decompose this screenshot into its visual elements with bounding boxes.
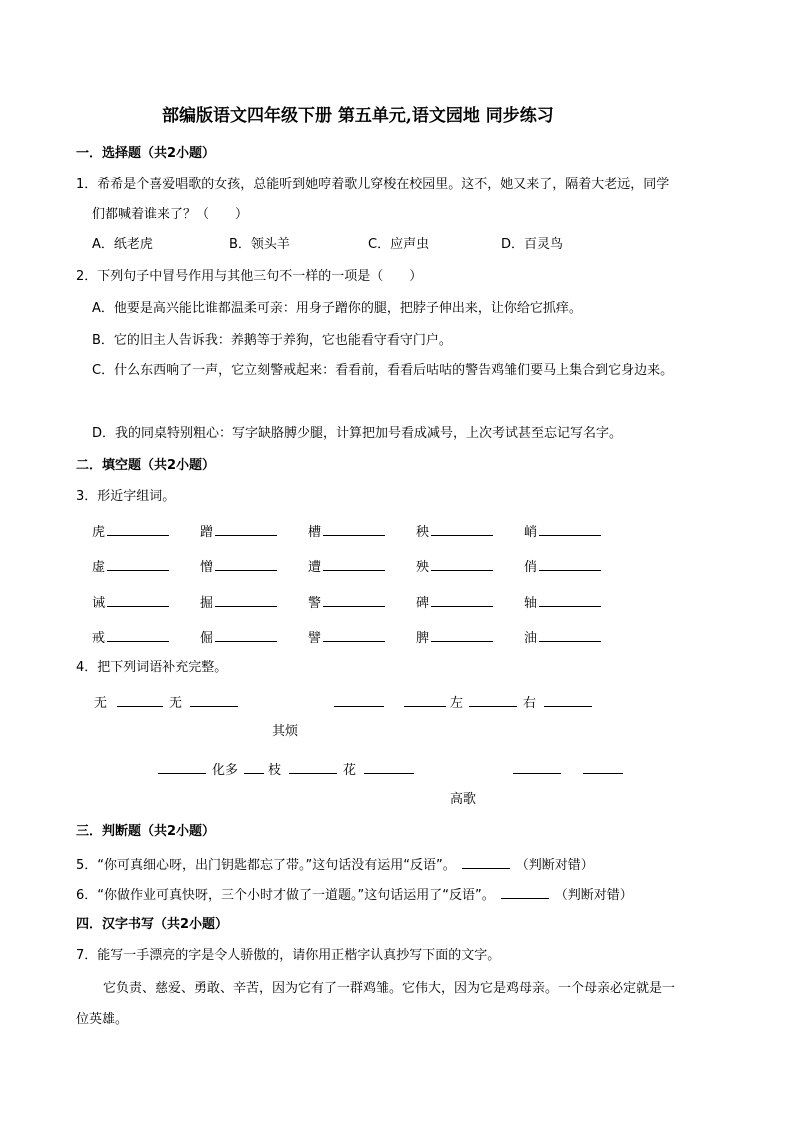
q3-char: 殃 [416,560,430,575]
q3-blank[interactable] [215,594,277,607]
q3-row-2 [92,558,632,574]
q3-row-3 [92,594,632,610]
q3-char: 碑 [416,596,430,611]
q2-option-b: B．它的旧主人告诉我：养鹅等于养狗，它也能看守看守门户。 [92,333,452,348]
q3-blank[interactable] [539,629,601,642]
q4-idiom-hua [158,761,414,777]
q4-char-you: 右 [523,696,537,711]
q3-cell [308,523,416,539]
q4-stem: 4．把下列词语补充完整。 [76,660,228,675]
q3-blank[interactable] [323,594,385,607]
q3-char: 憎 [200,560,214,575]
q3-char: 槽 [308,525,322,540]
q3-char: 轴 [524,596,538,611]
q3-blank[interactable] [431,594,493,607]
q3-cell [200,558,308,574]
q3-blank[interactable] [215,629,277,642]
q3-cell [200,629,308,645]
q4-char-hua: 花 [343,763,357,778]
q2-stem: 2．下列句子中冒号作用与其他三句不一样的一项是（ ） [76,269,423,284]
q3-cell [92,594,200,610]
q4-blank[interactable] [469,694,517,707]
q4-blank[interactable] [244,761,264,774]
q1-option-a: A．纸老虎 [92,237,153,252]
q3-cell [524,629,632,645]
q3-cell [92,523,200,539]
q3-char: 掘 [200,596,214,611]
q3-cell [416,523,524,539]
q5-text: 5．“你可真细心呀，出门钥匙都忘了带。”这句话没有运用“反语”。 [76,858,456,873]
q3-char: 峭 [524,525,538,540]
q3-char: 油 [524,631,538,646]
q1-option-d: D．百灵鸟 [501,237,564,252]
q4-blank[interactable] [289,761,337,774]
q4-qifan: 其烦 [272,724,299,739]
q4-blank[interactable] [364,761,414,774]
q3-row-4 [92,629,632,645]
section-judge-heading: 三．判断题（共2小题） [76,824,216,839]
q4-idiom-wu [94,694,238,710]
q3-cell [524,594,632,610]
q1-option-c: C．应声虫 [368,237,430,252]
q4-blank[interactable] [117,694,163,707]
q3-blank[interactable] [107,594,169,607]
page-title: 部编版语文四年级下册 第五单元,语文园地 同步练习 [162,106,554,126]
section-writing-heading: 四．汉字书写（共2小题） [76,917,229,932]
q3-cell [308,558,416,574]
q3-blank[interactable] [323,558,385,571]
q4-char-zhi: 枝 [268,763,282,778]
q3-cell [416,629,524,645]
q3-char: 秧 [416,525,430,540]
q3-char: 戒 [92,631,106,646]
q3-blank[interactable] [107,558,169,571]
q6-hint: （判断对错） [554,888,633,903]
q3-stem: 3．形近字组词。 [76,489,176,504]
q3-cell [308,629,416,645]
q3-char: 脾 [416,631,430,646]
q3-char: 警 [308,596,322,611]
q5-answer-blank[interactable] [462,856,510,869]
q3-cell [92,558,200,574]
section-choice-heading: 一．选择题（共2小题） [76,146,216,161]
q6-answer-blank[interactable] [501,886,549,899]
q4-idiom-gaoge-blanks [513,761,623,774]
q3-char: 遭 [308,560,322,575]
q1-stem-line1: 1．希希是个喜爱唱歌的女孩，总能听到她哼着歌儿穿梭在校园里。这不，她又来了，隔着大老远，同学 [76,177,670,192]
q7-passage-line1: 它负责、慈爱、勇敢、辛苦，因为它有了一群鸡雏。它伟大，因为它是鸡母亲。一个母亲必定就是一 [103,981,676,996]
q5 [76,856,594,872]
q3-row-1 [92,523,632,539]
q3-cell [416,594,524,610]
q3-blank[interactable] [107,629,169,642]
q3-blank[interactable] [215,523,277,536]
q3-cell [524,523,632,539]
q3-char: 蹭 [200,525,214,540]
q3-blank[interactable] [431,558,493,571]
q4-char-wu2: 无 [169,696,183,711]
q4-blank[interactable] [544,694,592,707]
q3-char: 虎 [92,525,106,540]
q3-cell [200,523,308,539]
q4-blank[interactable] [404,694,446,707]
q1-option-b: B．领头羊 [229,237,290,252]
q3-blank[interactable] [215,558,277,571]
q6 [76,886,633,902]
q2-option-d: D．我的同桌特别粗心：写字缺胳膊少腿，计算把加号看成减号，上次考试甚至忘记写名字。 [92,426,623,441]
q4-char-huaduo: 化多 [212,763,239,778]
q4-gaoge: 高歌 [450,792,477,807]
q3-blank[interactable] [539,558,601,571]
q3-blank[interactable] [323,629,385,642]
q7-stem: 7．能写一手漂亮的字是令人骄傲的，请你用正楷字认真抄写下面的文字。 [76,948,501,963]
q3-cell [200,594,308,610]
q4-idiom-blank [334,694,384,710]
q3-cell [416,558,524,574]
q3-cell [308,594,416,610]
q3-char: 俏 [524,560,538,575]
q3-char: 虚 [92,560,106,575]
q7-passage-line2: 位英雄。 [76,1012,129,1027]
q2-option-c: C．什么东西响了一声，它立刻警戒起来：看看前，看看后咕咕的警告鸡雏们要马上集合到它身边来。 [92,363,674,378]
q3-blank[interactable] [107,523,169,536]
q3-cell [92,629,200,645]
q4-idiom-zuoyou [404,694,592,710]
q3-char: 倔 [200,631,214,646]
q4-blank[interactable] [513,761,561,774]
q4-blank[interactable] [583,761,623,774]
q3-blank[interactable] [323,523,385,536]
section-fill-heading: 二．填空题（共2小题） [76,458,216,473]
q4-blank[interactable] [190,694,238,707]
q3-char: 譬 [308,631,322,646]
q3-blank[interactable] [431,523,493,536]
q5-hint: （判断对错） [515,858,594,873]
q4-blank[interactable] [334,694,384,707]
q4-blank[interactable] [158,761,206,774]
q1-stem-line2: 们都喊着谁来了？（ ） [92,207,249,222]
q3-blank[interactable] [539,594,601,607]
q3-cell [524,558,632,574]
q2-option-a: A．他要是高兴能比谁都温柔可亲：用身子蹭你的腿，把脖子伸出来，让你给它抓痒。 [92,301,582,316]
q3-blank[interactable] [431,629,493,642]
q6-text: 6．“你做作业可真快呀，三个小时才做了一道题。”这句话运用了“反语”。 [76,888,495,903]
q4-char-wu1: 无 [94,696,108,711]
q3-char: 诫 [92,596,106,611]
q4-char-zuo: 左 [450,696,464,711]
q3-blank[interactable] [539,523,601,536]
